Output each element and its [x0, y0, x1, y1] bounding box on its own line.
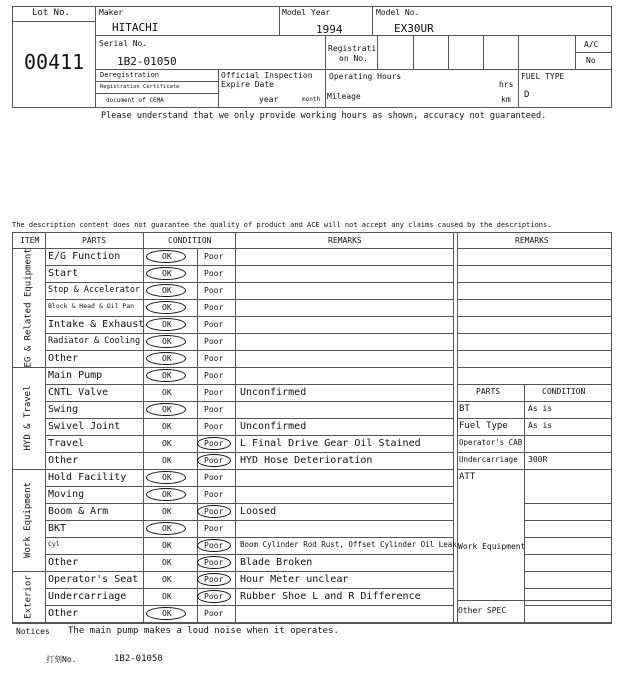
group-label: Work Equipment [23, 482, 33, 558]
poor-selected-oval [197, 556, 231, 569]
model-year-label: Model Year [282, 8, 331, 17]
notices-text: The main pump makes a loud noise when it operates. [68, 626, 339, 636]
poor-option[interactable]: Poor [204, 269, 224, 278]
hours-note: Please understand that we only provide working hours as shown, accuracy not guaranteed. [101, 111, 547, 121]
part-name: Swing [48, 404, 79, 415]
part-name: Operator's Seat [48, 574, 139, 585]
ok-option[interactable]: OK [162, 507, 172, 516]
ok-option[interactable]: OK [162, 422, 172, 431]
part-name: CNTL Valve [48, 387, 109, 398]
right-part-condition: As is [528, 404, 553, 413]
inspection-label-1: Official Inspection [221, 71, 313, 80]
row-remarks: Hour Meter unclear [240, 574, 349, 585]
poor-option[interactable]: Poor [204, 405, 224, 414]
poor-option[interactable]: Poor [204, 286, 224, 295]
ok-selected-oval [146, 607, 186, 620]
right-part-name: ATT [459, 472, 476, 482]
model-year-value: 1994 [316, 23, 343, 36]
ok-selected-oval [146, 301, 186, 314]
ok-option[interactable]: OK [162, 320, 172, 329]
ok-option[interactable]: OK [162, 388, 172, 397]
group-label: HYD & Travel [23, 385, 33, 451]
poor-option[interactable]: Poor [204, 609, 224, 618]
right-work-equipment: Work Equipment [458, 542, 526, 551]
ok-option[interactable]: OK [162, 592, 172, 601]
part-name: Other [48, 353, 79, 364]
ok-option[interactable]: OK [162, 354, 172, 363]
maker-value: HITACHI [112, 21, 159, 34]
ok-option[interactable]: OK [162, 371, 172, 380]
ok-selected-oval [146, 318, 186, 331]
col-remarks-header: REMARKS [328, 236, 362, 245]
poor-option[interactable]: Poor [204, 422, 224, 431]
ok-selected-oval [146, 284, 186, 297]
notices-label: Notices [16, 627, 50, 636]
operating-hours-label: Operating Hours [329, 72, 402, 81]
serial-no-label: Serial No. [99, 39, 148, 48]
col-parts-header: PARTS [82, 236, 107, 245]
row-remarks: Boom Cylinder Rod Rust, Offset Cylinder Oil Leak [240, 540, 457, 549]
ok-option[interactable]: OK [162, 473, 172, 482]
registration-no-label-2: on No. [339, 54, 368, 63]
part-name: Hold Facility [48, 472, 127, 483]
ok-selected-oval [146, 250, 186, 263]
right-part-name: Fuel Type [459, 421, 508, 431]
ok-option[interactable]: OK [162, 286, 172, 295]
poor-option[interactable]: Poor [204, 473, 224, 482]
ok-option[interactable]: OK [162, 541, 172, 550]
poor-selected-oval [197, 573, 231, 586]
ok-option[interactable]: OK [162, 456, 172, 465]
right-part-name: Operator's CAB [459, 438, 523, 447]
right-part-name: BT [459, 404, 470, 414]
ok-selected-oval [146, 267, 186, 280]
col-item-header: ITEM [20, 236, 40, 245]
poor-selected-oval [197, 454, 231, 467]
month-label: month [302, 96, 321, 103]
right-part-name: Undercarriage [459, 455, 518, 464]
stamp-value: 1B2-01050 [114, 654, 163, 664]
mileage-label: Mileage [327, 92, 361, 101]
ok-option[interactable]: OK [162, 337, 172, 346]
disclaimer: The description content does not guarantee the quality of product and ACE will not accept any claims caused by the descriptions. [12, 221, 552, 229]
part-name: Block & Head & Oil Pan [48, 302, 135, 310]
stamp-label: 打刻No. [46, 655, 77, 664]
ok-option[interactable]: OK [162, 558, 172, 567]
poor-option[interactable]: Poor [204, 320, 224, 329]
ok-option[interactable]: OK [162, 405, 172, 414]
part-name: Undercarriage [48, 591, 127, 602]
ok-selected-oval [146, 488, 186, 501]
poor-selected-oval [197, 590, 231, 603]
maker-label: Maker [99, 8, 124, 17]
ok-selected-oval [146, 369, 186, 382]
right-remarks-header: REMARKS [515, 236, 549, 245]
part-name: Start [48, 268, 79, 279]
hrs-label: hrs [499, 80, 514, 89]
part-name: E/G Function [48, 251, 121, 262]
part-name: Travel [48, 438, 85, 449]
ac-label: A/C [584, 40, 599, 49]
registration-certificate-label: Registration Certificate [100, 84, 180, 90]
part-name: Other [48, 455, 79, 466]
poor-option[interactable]: Poor [204, 558, 224, 567]
ok-option[interactable]: OK [162, 252, 172, 261]
part-name: Radiator & Cooling [48, 336, 141, 346]
ok-option[interactable]: OK [162, 575, 172, 584]
poor-selected-oval [197, 505, 231, 518]
poor-option[interactable]: Poor [204, 575, 224, 584]
ok-selected-oval [146, 403, 186, 416]
ok-option[interactable]: OK [162, 609, 172, 618]
ok-selected-oval [146, 471, 186, 484]
ok-option[interactable]: OK [162, 269, 172, 278]
row-remarks: Blade Broken [240, 557, 313, 568]
part-name: Moving [48, 489, 85, 500]
poor-selected-oval [197, 437, 231, 450]
ok-selected-oval [146, 352, 186, 365]
lot-no-label: Lot No. [32, 8, 70, 18]
part-name: Boom & Arm [48, 506, 109, 517]
registration-no-label-1: Registrati [328, 44, 377, 53]
row-remarks: Unconfirmed [240, 421, 307, 432]
inspection-label-2: Expire Date [221, 80, 274, 89]
deregistration-label: Deregistration [100, 71, 160, 79]
ok-option[interactable]: OK [162, 439, 172, 448]
poor-option[interactable]: Poor [204, 388, 224, 397]
col-condition-header: CONDITION [168, 236, 212, 245]
part-name: Intake & Exhaust [48, 319, 145, 330]
poor-option[interactable]: Poor [204, 524, 224, 533]
right-parts-header: PARTS [476, 387, 501, 396]
row-remarks: Rubber Shoe L and R Difference [240, 591, 421, 602]
ok-option[interactable]: OK [162, 524, 172, 533]
poor-option[interactable]: Poor [204, 541, 224, 550]
serial-no-value: 1B2-01050 [117, 55, 177, 68]
ac-value: No [586, 56, 596, 65]
model-no-value: EX30UR [394, 22, 434, 35]
poor-option[interactable]: Poor [204, 439, 224, 448]
poor-selected-oval [197, 539, 231, 552]
group-label: Exterior [23, 574, 33, 619]
part-name: Stop & Accelerator [48, 285, 141, 295]
ok-option[interactable]: OK [162, 303, 172, 312]
row-remarks: Loosed [240, 506, 277, 517]
part-name: Other [48, 557, 79, 568]
model-no-label: Model No. [376, 8, 420, 17]
poor-option[interactable]: Poor [204, 371, 224, 380]
part-name: Other [48, 608, 79, 619]
km-label: km [501, 95, 511, 104]
row-remarks: Unconfirmed [240, 387, 307, 398]
poor-option[interactable]: Poor [204, 490, 224, 499]
poor-option[interactable]: Poor [204, 252, 224, 261]
ok-option[interactable]: OK [162, 490, 172, 499]
fuel-type-label: FUEL TYPE [521, 72, 565, 81]
part-name: Swivel Joint [48, 421, 121, 432]
poor-option[interactable]: Poor [204, 507, 224, 516]
document-cema-label: document of CEMA [106, 97, 164, 104]
ok-selected-oval [146, 522, 186, 535]
poor-option[interactable]: Poor [204, 337, 224, 346]
lot-no: 00411 [24, 50, 85, 74]
row-remarks: HYD Hose Deterioration [240, 455, 373, 466]
right-condition-header: CONDITION [542, 387, 586, 396]
poor-option[interactable]: Poor [204, 592, 224, 601]
fuel-type-value: D [524, 90, 530, 100]
right-other-spec: Other SPEC [458, 606, 507, 615]
row-remarks: L Final Drive Gear Oil Stained [240, 438, 421, 449]
group-label: EG & Related Equipment [23, 247, 33, 367]
part-name: BKT [48, 523, 67, 534]
part-name: Main Pump [48, 370, 103, 381]
ok-selected-oval [146, 335, 186, 348]
poor-option[interactable]: Poor [204, 303, 224, 312]
year-label: year [259, 95, 279, 104]
poor-option[interactable]: Poor [204, 354, 224, 363]
part-name: Cyl [48, 540, 60, 548]
right-part-condition: As is [528, 421, 553, 430]
poor-option[interactable]: Poor [204, 456, 224, 465]
right-part-condition: 300R [528, 455, 548, 464]
